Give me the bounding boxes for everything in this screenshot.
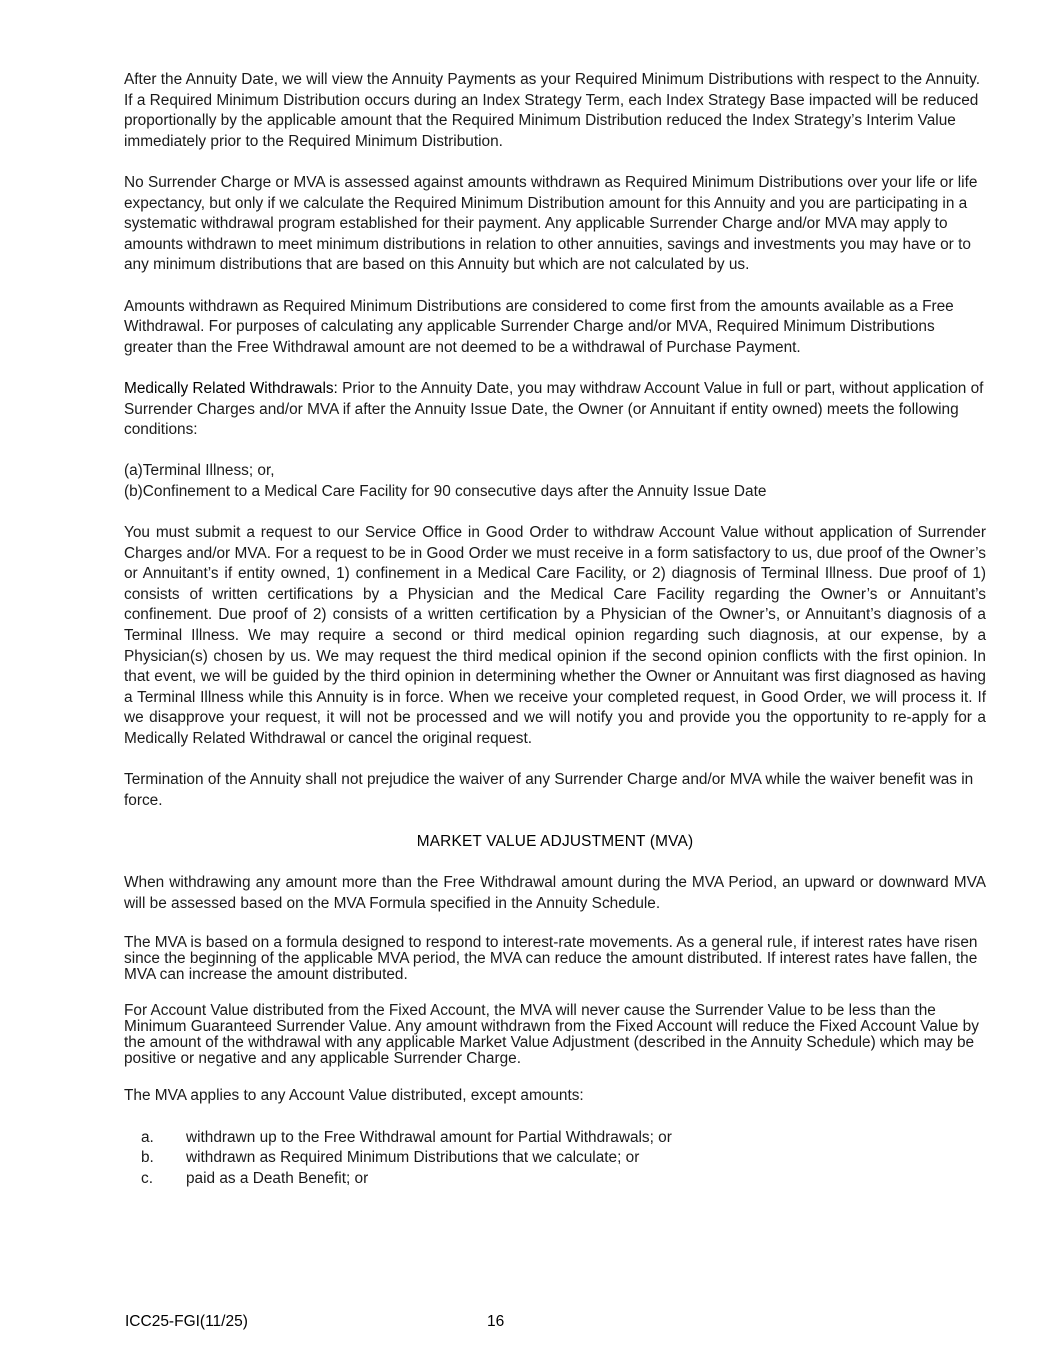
- medically-related-heading: Medically Related Withdrawals:: [124, 379, 338, 397]
- medically-related-text: Prior to the Annuity Date, you may withdraw Account Value in full or part, without application of Surrender Charges and/or MVA if after the Annuity Issue Date, the Owner (or Annuitant if entity owned) meets the following conditions:: [124, 379, 984, 439]
- list-item: [124, 1169, 986, 1190]
- paragraph-submit-request: You must submit a request to our Service Office in Good Order to withdraw Account Value without application of Surrender Charges and/or MVA. For a request to be in Good Order we must receive in a form satisfactory to us, due proof of the Owner’s or Annuitant’s if entity owned, 1) confinement in a Medical Care Facility, or 2) diagnosis of Terminal Illness. Due proof of 1) consists of written certifications by a Physician and the Medical Care Facility regarding the Owner’s or Annuitant’s confinement. Due proof of 2) consists of a written certification by a Physician of the Owner’s, or Annuitant’s diagnosis of a Terminal Illness. We may require a second or third medical opinion regarding such diagnosis, at our expense, by a Physician(s) chosen by us. We may request the third medical opinion if the second opinion conflicts with the first opinion. In that event, we will be guided by the third opinion in determining whether the Owner or Annuitant was first diagnosed as having a Terminal Illness while this Annuity is in force. When we receive your completed request, in Good Order, we will process it. If we disapprove your request, it will not be processed and we will notify you and provide you the opportunity to re-apply for a Medically Related Withdrawal or cancel the original request.: [124, 524, 986, 747]
- paragraph-mva-applies: The MVA applies to any Account Value distributed, except amounts:: [124, 1087, 584, 1105]
- conditions-list: [124, 461, 986, 502]
- exception-list: [124, 1128, 986, 1190]
- list-text: withdrawn as Required Minimum Distributions that we calculate; or: [186, 1149, 640, 1167]
- list-item: [124, 1128, 986, 1149]
- list-text: paid as a Death Benefit; or: [186, 1169, 369, 1187]
- paragraph-termination: Termination of the Annuity shall not prejudice the waiver of any Surrender Charge and/or MVA while the waiver benefit was in force.: [124, 771, 974, 809]
- condition-a: (a)Terminal Illness; or,: [124, 462, 275, 480]
- paragraph-mva-formula: The MVA is based on a formula designed to respond to interest-rate movements. As a general rule, if interest rates have risen since the beginning of the applicable MVA period, the MVA can reduce the amount distributed. If interest rates have fallen, the MVA can increase the amount distributed.: [124, 933, 978, 984]
- paragraph-fixed-account: For Account Value distributed from the Fixed Account, the MVA will never cause the Surrender Value to be less than the Minimum Guaranteed Surrender Value. Any amount withdrawn from the Fixed Account will reduce the Fixed Account Value by the amount of the withdrawal with any applicable Market Value Adjustment (described in the Annuity Schedule) which may be positive or negative and any applicable Surrender Charge.: [124, 1001, 979, 1068]
- list-text: withdrawn up to the Free Withdrawal amount for Partial Withdrawals; or: [186, 1128, 672, 1146]
- mva-section-title: MARKET VALUE ADJUSTMENT (MVA): [416, 832, 694, 850]
- list-marker: a.: [141, 1128, 154, 1146]
- footer-form-id: ICC25-FGI(11/25): [125, 1313, 248, 1330]
- paragraph-amounts-withdrawn: Amounts withdrawn as Required Minimum Distributions are considered to come first from the amounts available as a Free Withdrawal. For purposes of calculating any applicable Surrender Charge and/or MVA, Required Minimum Distributions greater than the Free Withdrawal amount are not deemed to be a withdrawal of Purchase Payment.: [124, 297, 954, 356]
- condition-b: (b)Confinement to a Medical Care Facility for 90 consecutive days after the Annuity Issue Date: [124, 482, 767, 500]
- paragraph-annuity-payments: After the Annuity Date, we will view the Annuity Payments as your Required Minimum Distributions with respect to the Annuity. If a Required Minimum Distribution occurs during an Index Strategy Term, each Index Strategy Base impacted will be reduced proportionally by the applicable amount that the Required Minimum Distribution reduced the Index Strategy’s Interim Value immediately prior to the Required Minimum Distribution.: [124, 71, 980, 150]
- list-marker: b.: [141, 1149, 154, 1167]
- page-number: 16: [487, 1313, 505, 1330]
- paragraph-mva-withdrawing: When withdrawing any amount more than the Free Withdrawal amount during the MVA Period, an upward or downward MVA will be assessed based on the MVA Formula specified in the Annuity Schedule.: [124, 874, 986, 912]
- paragraph-medically-related: [124, 379, 986, 441]
- list-item: [124, 1148, 986, 1169]
- list-marker: c.: [141, 1169, 153, 1187]
- paragraph-no-surrender-charge: No Surrender Charge or MVA is assessed against amounts withdrawn as Required Minimum Distributions over your life or life expectancy, but only if we calculate the Required Minimum Distribution amount for this Annuity and you are participating in a systematic withdrawal program established for their payment. Any applicable Surrender Charge and/or MVA may apply to amounts withdrawn to meet minimum distributions in relation to other annuities, savings and investments you may have or to any minimum distributions that are based on this Annuity but which are not calculated by us.: [124, 173, 978, 274]
- document-page: [124, 70, 986, 1189]
